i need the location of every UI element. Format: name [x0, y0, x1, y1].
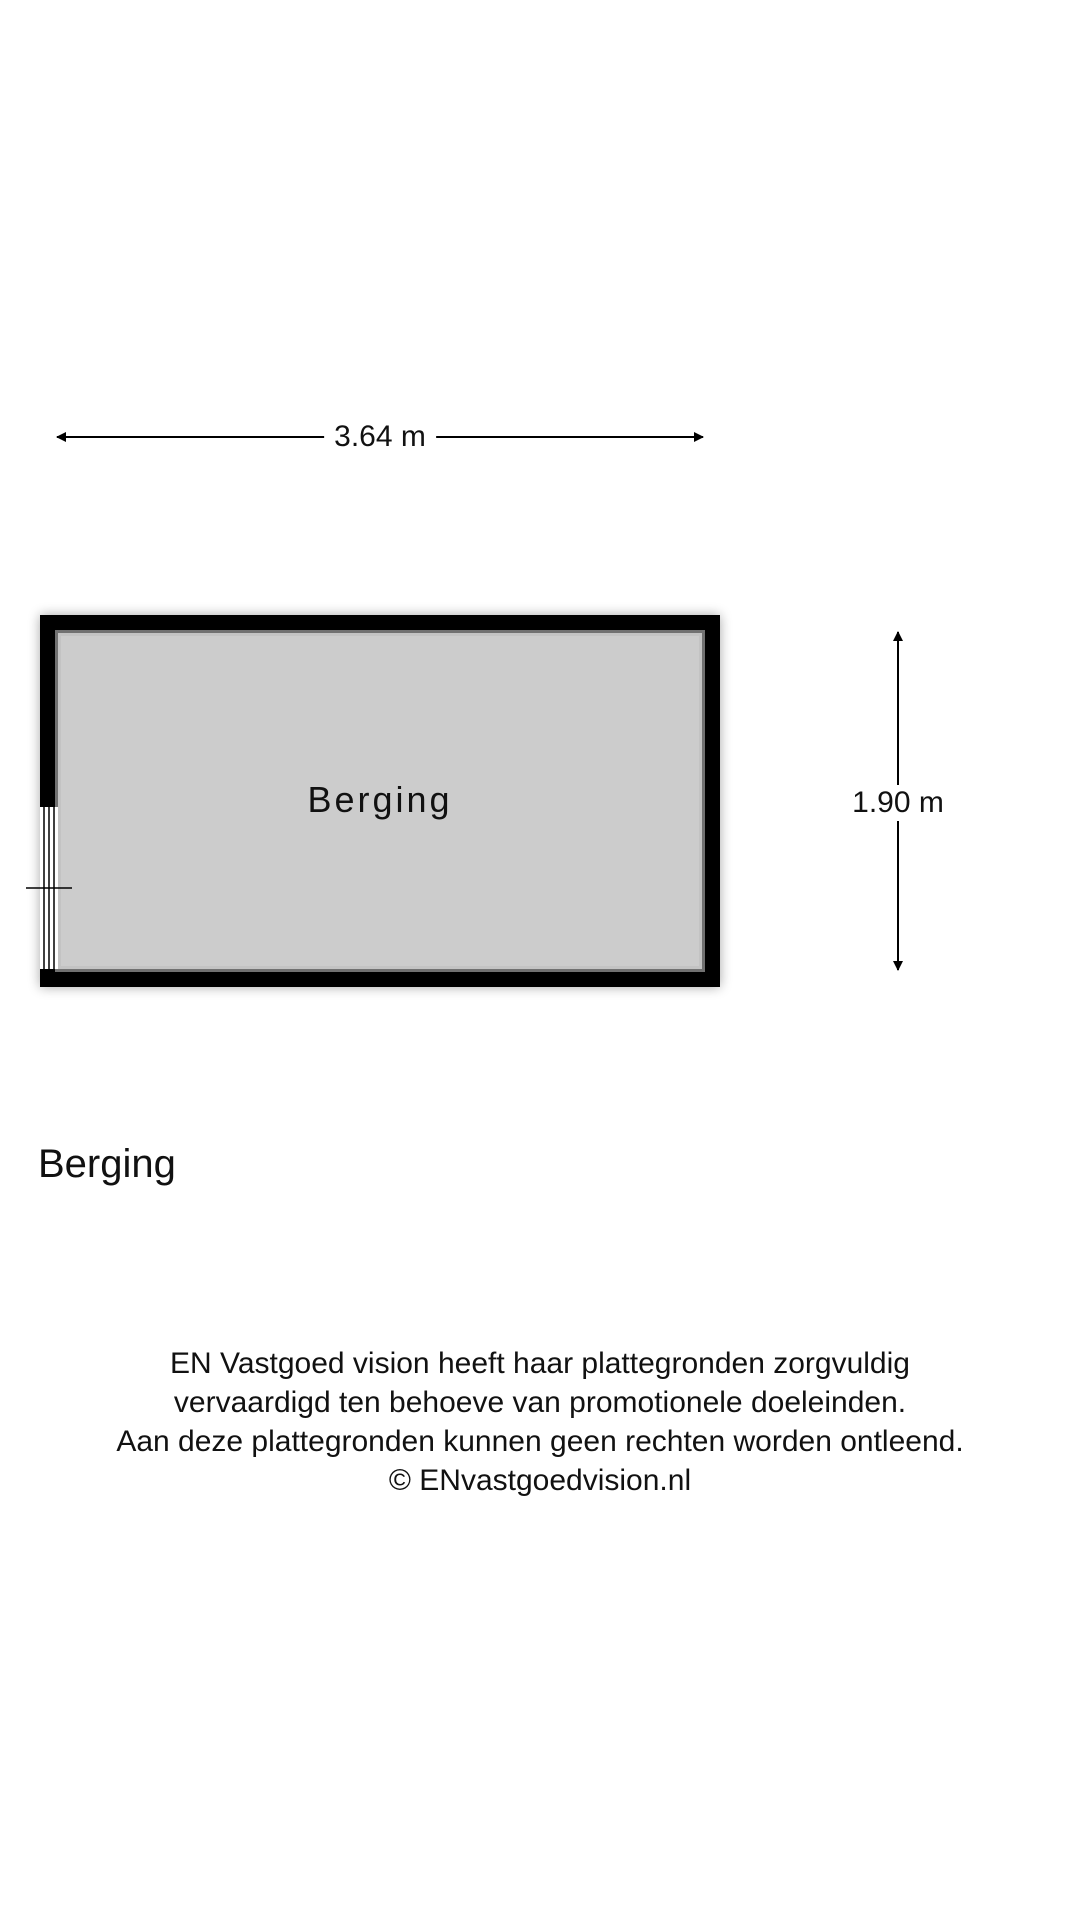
disclaimer-line: EN Vastgoed vision heeft haar plattegronden zorgvuldig: [170, 1347, 910, 1380]
disclaimer-text: [0, 1344, 1080, 1500]
width-dimension-label: 3.64 m: [324, 419, 436, 455]
copyright-line: © ENvastgoedvision.nl: [388, 1464, 692, 1497]
disclaimer-line: vervaardigd ten behoeve van promotionele doeleinden.: [173, 1386, 907, 1419]
disclaimer-line: Aan deze plattegronden kunnen geen rechten worden ontleend.: [116, 1425, 964, 1458]
floor-title: Berging: [38, 1142, 176, 1186]
height-dimension-label: 1.90 m: [842, 785, 954, 821]
room-label: Berging: [307, 779, 453, 820]
